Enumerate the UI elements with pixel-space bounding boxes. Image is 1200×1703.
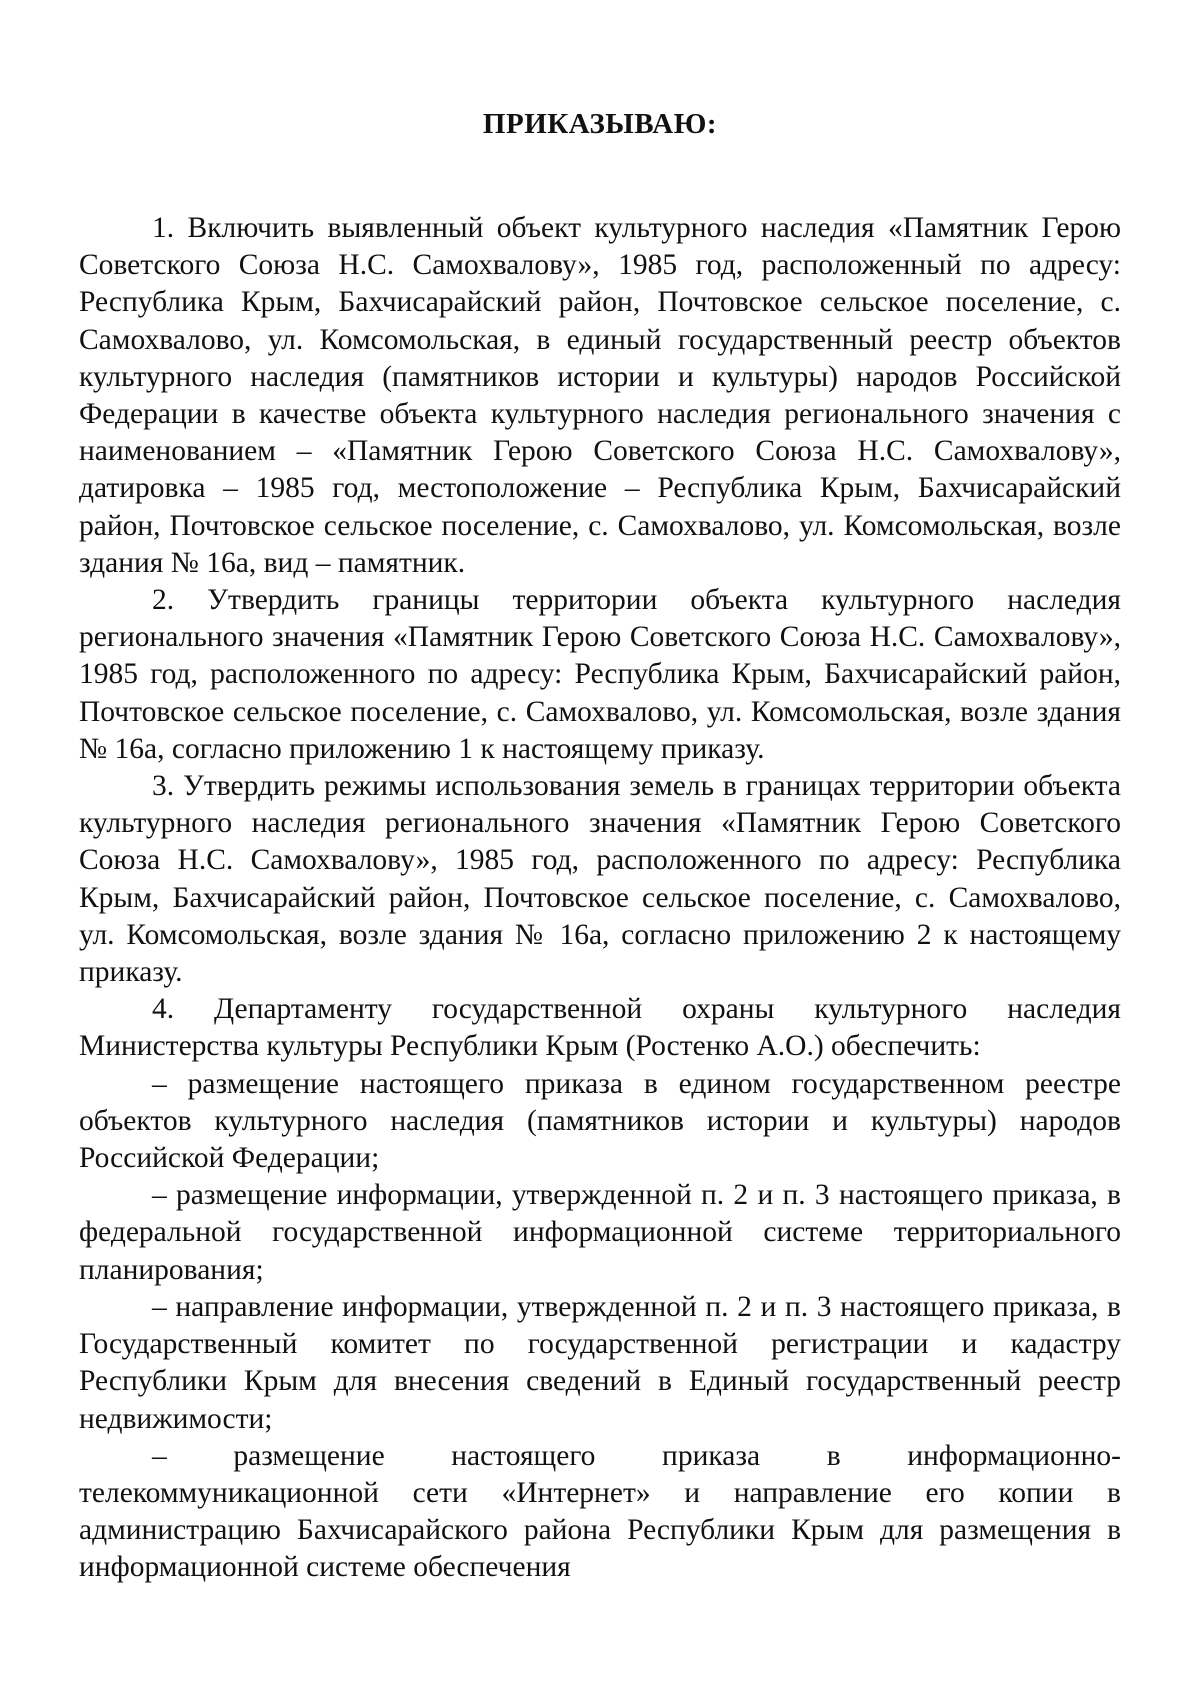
order-body bbox=[79, 210, 1121, 1587]
paragraph-subitem-internet: – размещение настоящего приказа в информационно-телекоммуникационной сети «Интернет» и направление его копии в администрацию Бахчисарайского района Республики Крым для размещения в информационной системе обеспечения bbox=[79, 1439, 1121, 1584]
order-heading: ПРИКАЗЫВАЮ: bbox=[482, 108, 718, 140]
paragraph-subitem-registry: – размещение настоящего приказа в едином государственном реестре объектов культурного наследия (памятников истории и культуры) народов Российской Федерации; bbox=[79, 1067, 1121, 1175]
paragraph-item-2: 2. Утвердить границы территории объекта культурного наследия регионального значения «Памятник Герою Советского Союза Н.С. Самохвалову», 1985 год, расположенного по адресу: Республика Крым, Бахчисарайский район, Почтовское сельское поселение, с. Самохвалово, ул. Комсомольская, возле здания № 16а, согласно приложению 1 к настоящему приказу. bbox=[79, 584, 1121, 765]
paragraph-item-4: 4. Департаменту государственной охраны культурного наследия Министерства культуры Республики Крым (Ростенко А.О.) обеспечить: bbox=[79, 993, 1121, 1063]
paragraph-subitem-cadastre: – направление информации, утвержденной п. 2 и п. 3 настоящего приказа, в Государственный комитет по государственной регистрации и кадастру Республики Крым для внесения сведений в Единый государственный реестр недвижимости; bbox=[79, 1290, 1121, 1435]
paragraph-subitem-fgis: – размещение информации, утвержденной п. 2 и п. 3 настоящего приказа, в федеральной государственной информационной системе территориального планирования; bbox=[79, 1179, 1121, 1286]
paragraph-item-1: 1. Включить выявленный объект культурного наследия «Памятник Герою Советского Союза Н.С. Самохвалову», 1985 год, расположенный по адресу: Республика Крым, Бахчисарайский район, Почтовское сельское поселение, с. Самохвалово, ул. Комсомольская, в единый государственный реестр объектов культурного наследия (памятников истории и культуры) народов Российской Федерации в качестве объекта культурного наследия регионального значения с наименованием – «Памятник Герою Советского Союза Н.С. Самохвалову», датировка – 1985 год, местоположение – Республика Крым, Бахчисарайский район, Почтовское сельское поселение, с. Самохвалово, ул. Комсомольская, возле здания № 16а, вид – памятник. bbox=[79, 212, 1121, 579]
paragraph-item-3: 3. Утвердить режимы использования земель в границах территории объекта культурного наследия регионального значения «Памятник Герою Советского Союза Н.С. Самохвалову», 1985 год, расположенного по адресу: Республика Крым, Бахчисарайский район, Почтовское сельское поселение, с. Самохвалово, ул. Комсомольская, возле здания № 16а, согласно приложению 2 к настоящему приказу. bbox=[79, 770, 1121, 989]
